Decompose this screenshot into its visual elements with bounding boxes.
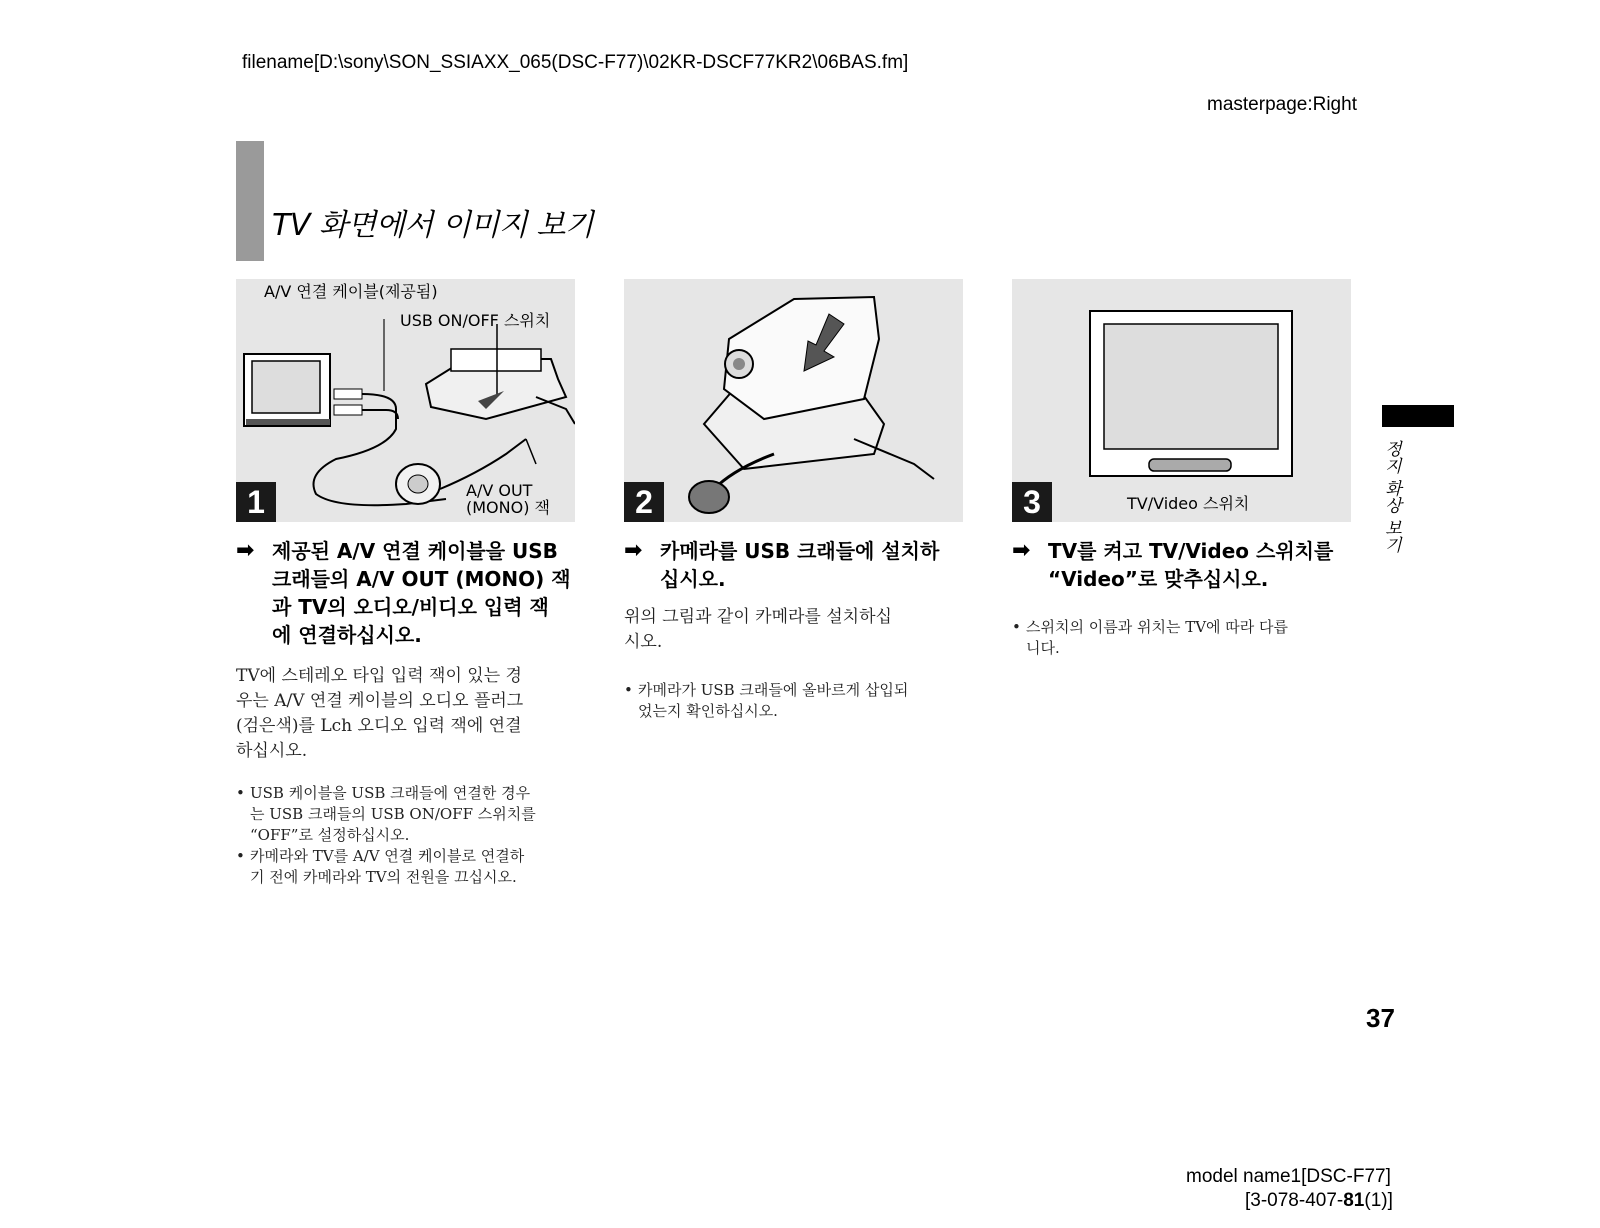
list-item: • USB 케이블을 USB 크래들에 연결한 경우 는 USB 크래들의 USB ON/OFF 스위치를 “OFF”로 설정하십시오. bbox=[236, 784, 536, 844]
step-1-instruction: ➡ 제공된 A/V 연결 케이블을 USB 크래들의 A/V OUT (MONO) 잭 과 TV의 오디오/비디오 입력 잭 에 연결하십시오. bbox=[236, 538, 571, 647]
masterpage-header: masterpage:Right bbox=[1207, 94, 1357, 115]
tv-video-switch-label: TV/Video 스위치 bbox=[1127, 494, 1250, 513]
step-number-1: 1 bbox=[236, 482, 276, 522]
tv-front-drawing bbox=[1012, 279, 1351, 522]
step-2-illustration bbox=[624, 279, 963, 522]
section-tab-label: 정지 화상 보기 bbox=[1381, 440, 1401, 553]
list-item: • 카메라와 TV를 A/V 연결 케이블로 연결하 기 전에 카메라와 TV의 전원을 끄십시오. bbox=[236, 847, 525, 886]
step-3-instruction: ➡ TV를 켜고 TV/Video 스위치를 “Video”로 맞추십시오. bbox=[1012, 538, 1334, 591]
step-1-notes bbox=[236, 783, 581, 888]
footer-model: model name1[DSC-F77] bbox=[1186, 1166, 1391, 1187]
step-number-2: 2 bbox=[624, 482, 664, 522]
filename-header: filename[D:\sony\SON_SSIAXX_065(DSC-F77)\02KR-DSCF77KR2\06BAS.fm] bbox=[242, 52, 909, 73]
page-title: TV 화면에서 이미지 보기 bbox=[272, 208, 594, 243]
av-out-label-2: (MONO) 잭 bbox=[466, 498, 550, 517]
list-item: • 카메라가 USB 크래들에 올바르게 삽입되 었는지 확인하십시오. bbox=[624, 681, 909, 720]
arrow-icon: ➡ bbox=[624, 538, 643, 563]
list-item: • 스위치의 이름과 위치는 TV에 따라 다릅 니다. bbox=[1012, 618, 1289, 657]
page-number: 37 bbox=[1366, 1003, 1395, 1033]
arrow-icon: ➡ bbox=[1012, 538, 1031, 563]
step-2-notes bbox=[624, 680, 969, 722]
step-2-body: 위의 그림과 같이 카메라를 설치하십 시오. bbox=[624, 607, 892, 652]
camera-in-cradle-drawing bbox=[624, 279, 963, 522]
step-3-illustration bbox=[1012, 279, 1351, 522]
av-out-label-1: A/V OUT bbox=[466, 481, 533, 500]
step-3-notes bbox=[1012, 617, 1357, 659]
footer-code: [3-078-407-81(1)] bbox=[1245, 1190, 1393, 1211]
usb-switch-label: USB ON/OFF 스위치 bbox=[400, 311, 551, 330]
step-1-illustration bbox=[236, 279, 575, 522]
arrow-icon: ➡ bbox=[236, 538, 255, 563]
step-1-body: TV에 스테레오 타입 입력 잭이 있는 경 우는 A/V 연결 케이블의 오디오 플러그 (검은색)를 Lch 오디오 입력 잭에 연결 하십시오. bbox=[236, 666, 524, 761]
av-cable-label: A/V 연결 케이블(제공됨) bbox=[264, 282, 438, 301]
section-tab-block bbox=[1382, 405, 1454, 427]
step-2-instruction: ➡ 카메라를 USB 크래들에 설치하 십시오. bbox=[624, 538, 940, 591]
step-number-3: 3 bbox=[1012, 482, 1052, 522]
title-accent-bar bbox=[236, 141, 264, 261]
